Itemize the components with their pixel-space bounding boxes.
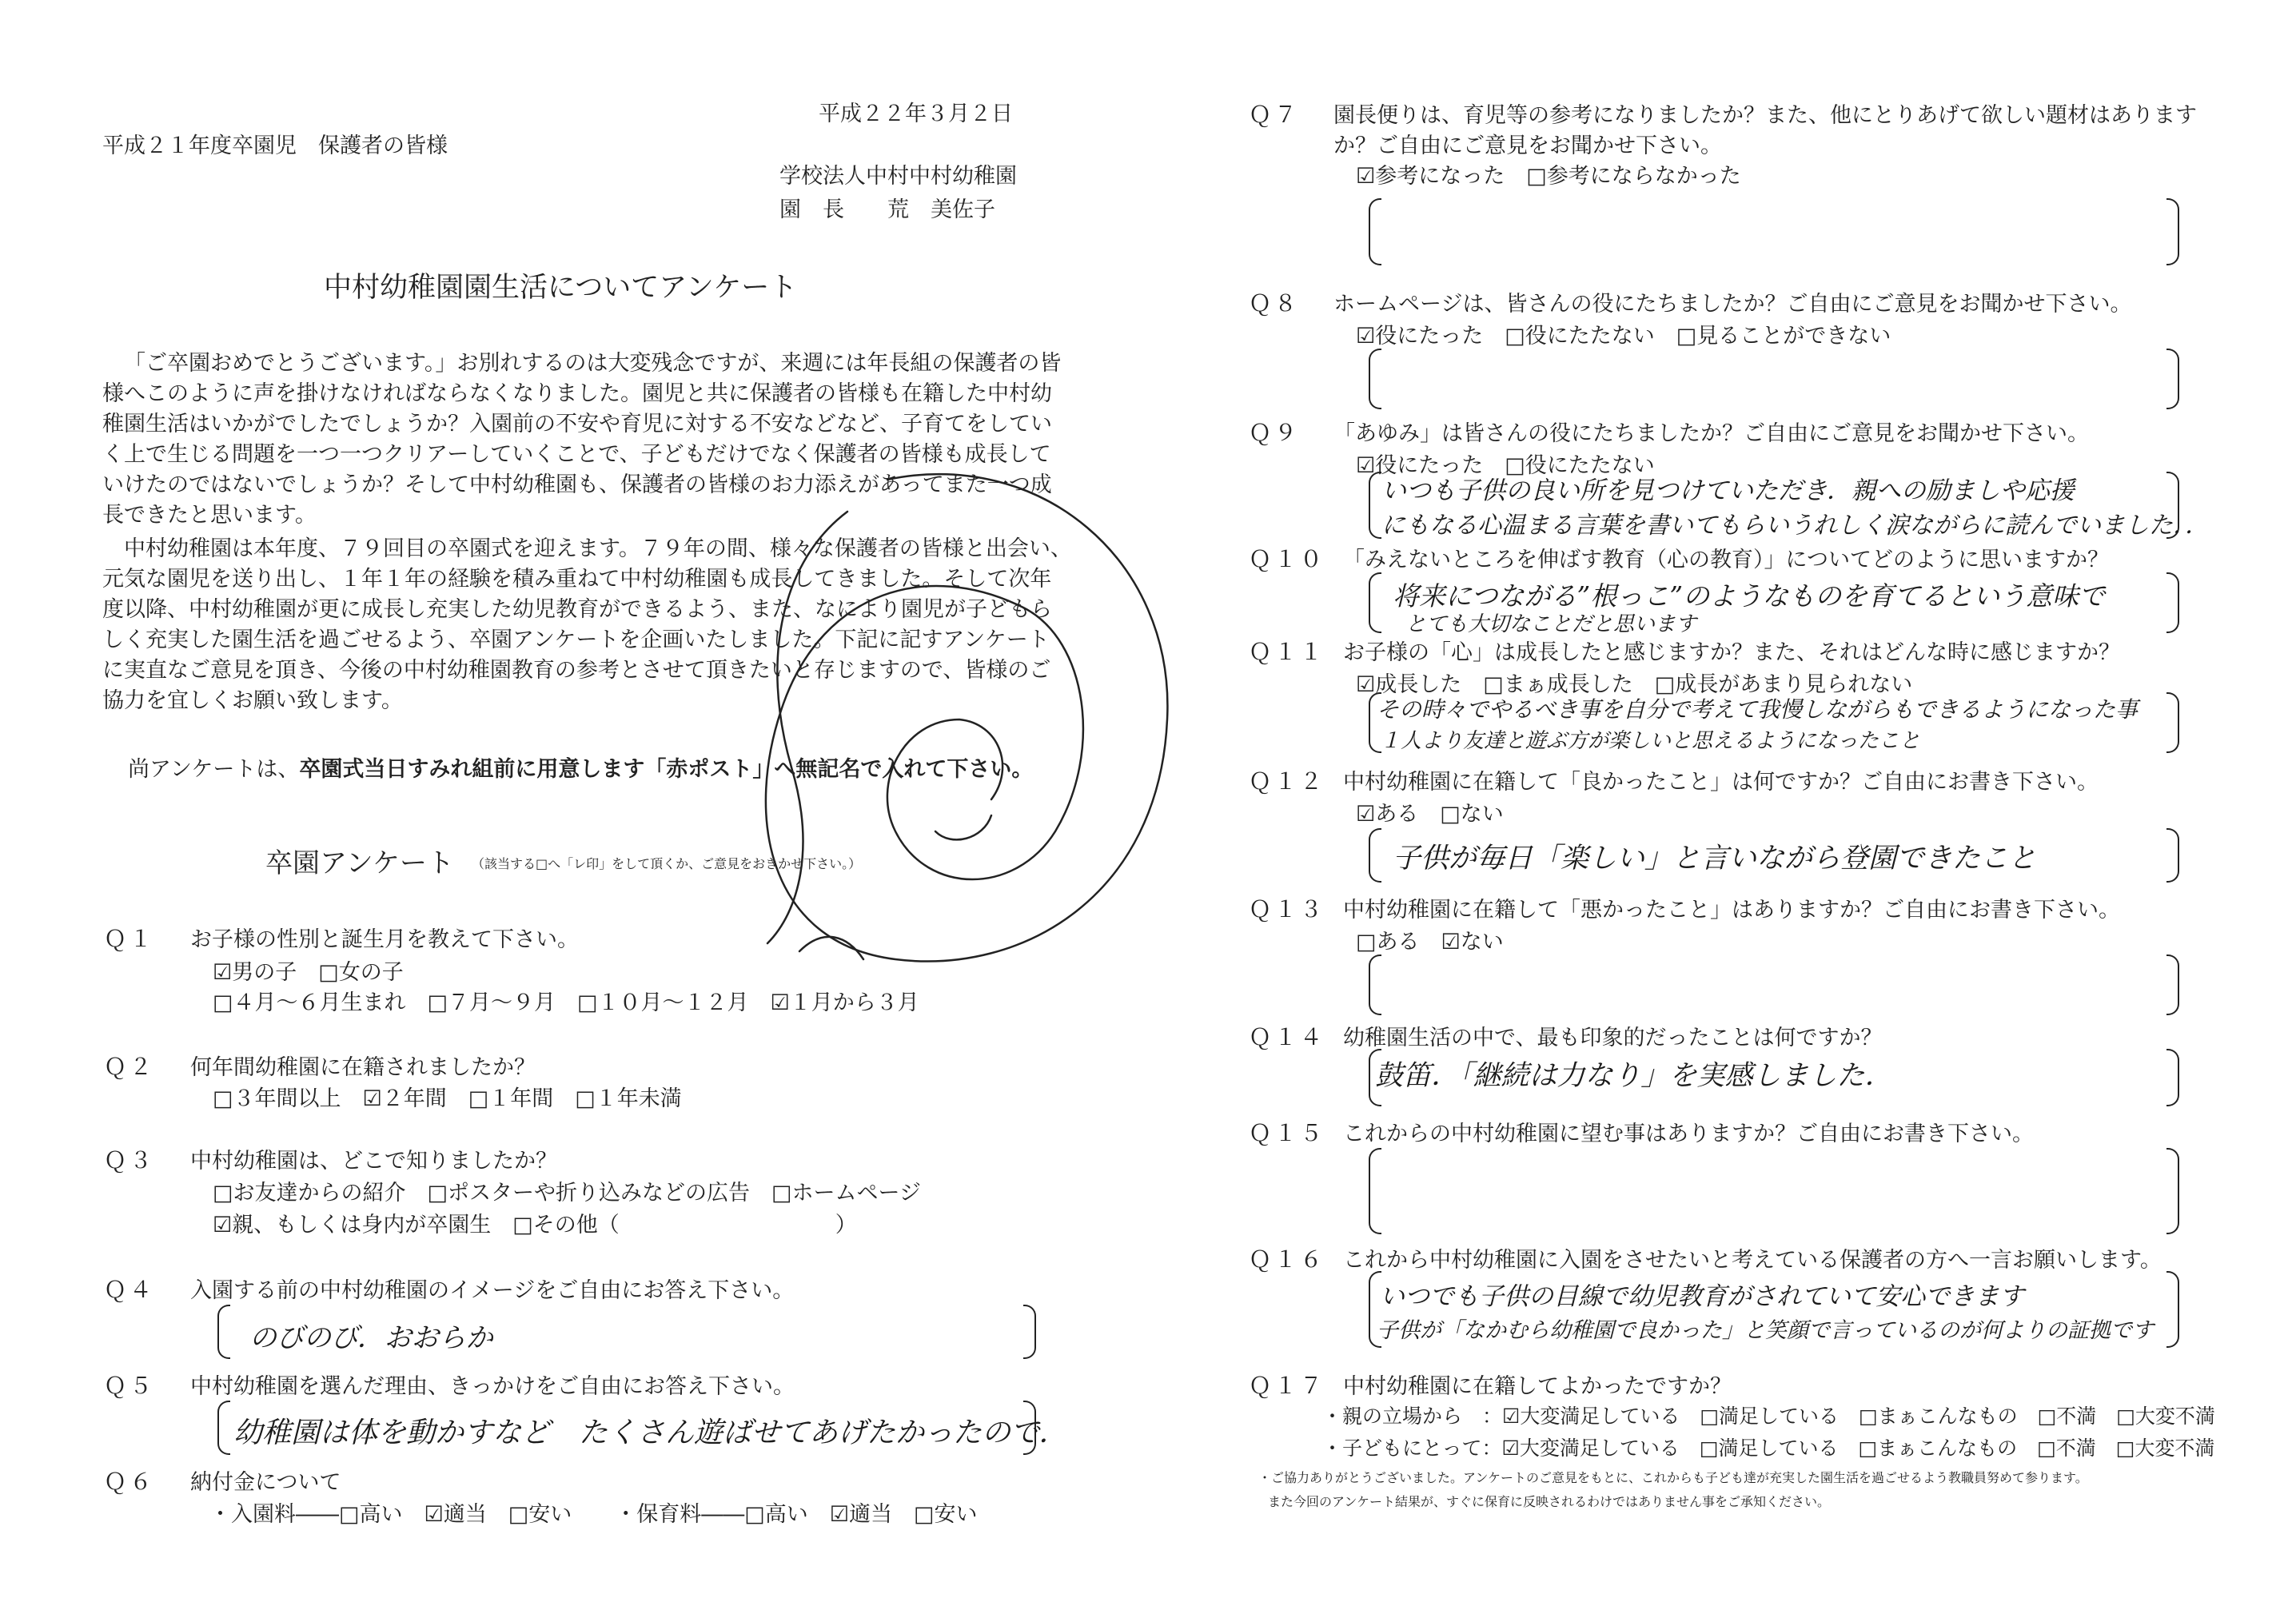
q15-question: これからの中村幼稚園に望む事はありますか？ご自由にお書き下さい。 bbox=[1343, 1122, 2034, 1146]
q10-handwritten-answer-line2[interactable]: とても大切なことだと思います bbox=[1405, 612, 1697, 636]
q8-options[interactable]: ☑役にたった □役にたたない □見ることができない bbox=[1356, 324, 1891, 349]
intro-line: 度以降、中村幼稚園が更に成長し充実した幼児教育ができるよう、また、なにより園児が子どもら bbox=[102, 597, 1052, 622]
intro-line: 中村幼稚園は本年度、７９回目の卒園式を迎えます。７９年の間、様々な保護者の皆様と出会い、 bbox=[102, 536, 1072, 561]
q6-question: 納付金について bbox=[190, 1470, 341, 1495]
closing-note-line2: また今回のアンケート結果が、すぐに保育に反映されるわけではありません事をご承知ください。 bbox=[1268, 1494, 1831, 1509]
q11-handwritten-answer-line1[interactable]: その時々でやるべき事を自分で考えて我慢しながらもできるようになった事 bbox=[1377, 696, 2139, 723]
q17-child-options[interactable]: ・子どもにとって：☑大変満足している □満足している □まぁこんなもの □不満 □大変不満 bbox=[1322, 1437, 2215, 1460]
note-prefix: 尚アンケートは、 bbox=[128, 757, 300, 782]
q1-number: Ｑ１ bbox=[104, 926, 156, 952]
q13-number: Ｑ１３ bbox=[1249, 896, 1326, 923]
q14-number: Ｑ１４ bbox=[1249, 1024, 1326, 1050]
q14-question: 幼稚園生活の中で、最も印象的だったことは何ですか？ bbox=[1343, 1026, 1883, 1050]
q6-number: Ｑ６ bbox=[104, 1469, 156, 1495]
note-emphasis: 卒園式当日すみれ組前に用意します「赤ポスト」へ無記名で入れて下さい。 bbox=[299, 757, 1034, 782]
date: 平成２２年３月２日 bbox=[819, 102, 1013, 126]
q16-handwritten-answer-line1[interactable]: いつでも子供の目線で幼児教育がされていて安心できます bbox=[1380, 1282, 2024, 1311]
q9-handwritten-answer-line1[interactable]: いつも子供の良い所を見つけていただき．親への励ましや応援 bbox=[1381, 476, 2075, 505]
q10-number: Ｑ１０ bbox=[1249, 546, 1326, 572]
q3-options-row1[interactable]: □お友達からの紹介 □ポスターや折り込みなどの広告 □ホームページ bbox=[213, 1181, 921, 1206]
q5-question: 中村幼稚園を選んだ理由、きっかけをご自由にお答え下さい。 bbox=[190, 1374, 795, 1399]
q7-options[interactable]: ☑参考になった □参考にならなかった bbox=[1356, 164, 1741, 189]
intro-line: しく充実した園生活を過ごせるよう、卒園アンケートを企画いたしました。下記に記すアンケート bbox=[102, 628, 1050, 652]
q12-options[interactable]: ☑ある □ない bbox=[1356, 802, 1504, 827]
intro-line: 様へこのように声を掛けなければならなくなりました。園児と共に保護者の皆様も在籍した中村幼 bbox=[102, 381, 1052, 406]
q17-parent-options[interactable]: ・親の立場から ：☑大変満足している □満足している □まぁこんなもの □不満 □大変不満 bbox=[1322, 1405, 2215, 1428]
q13-question: 中村幼稚園に在籍して「悪かったこと」はありますか？ご自由にお書き下さい。 bbox=[1343, 898, 2120, 923]
q11-question: お子様の「心」は成長したと感じますか？また、それはどんな時に感じますか？ bbox=[1343, 640, 2120, 665]
intro-line: 「ご卒園おめでとうございます。」お別れするのは大変残念ですが、来週には年長組の保護者の皆 bbox=[124, 351, 1062, 376]
q17-question: 中村幼稚園に在籍してよかったですか？ bbox=[1343, 1374, 1732, 1399]
q2-options[interactable]: □３年間以上 ☑２年間 □１年間 □１年未満 bbox=[213, 1086, 682, 1111]
intro-line: に実直なご意見を頂き、今後の中村幼稚園教育の参考とさせて頂きたいと存じますので、皆様のご bbox=[102, 658, 1051, 683]
intro-line: く上で生じる問題を一つ一つクリアーしていくことで、子どもだけでなく保護者の皆様も成長して bbox=[102, 442, 1051, 467]
closing-note-line1: ・ご協力ありがとうございました。アンケートのご意見をもとに、これからも子ども達が充実した園生活を過ごせるよう教職員努めて参ります。 bbox=[1258, 1470, 2088, 1485]
intro-line: 協力を宜しくお願い致します。 bbox=[102, 688, 403, 713]
q16-number: Ｑ１６ bbox=[1249, 1246, 1326, 1273]
school-name: 学校法人中村中村幼稚園 bbox=[779, 164, 1017, 189]
q11-number: Ｑ１１ bbox=[1249, 639, 1326, 665]
q10-question: 「みえないところを伸ばす教育（心の教育）」についてどのように思いますか？ bbox=[1343, 548, 2109, 572]
q1-birth-month-options[interactable]: □４月～６月生まれ □７月～９月 □１０月～１２月 ☑１月から３月 bbox=[213, 990, 919, 1015]
q12-handwritten-answer[interactable]: 子供が毎日「楽しい」と言いながら登園できたこと bbox=[1393, 843, 2037, 875]
intro-line: 元気な園児を送り出し、１年１年の経験を積み重ねて中村幼稚園も成長してきました。そして次年 bbox=[102, 567, 1052, 592]
q9-question: 「あゆみ」は皆さんの役にたちましたか？ご自由にご意見をお聞かせ下さい。 bbox=[1333, 421, 2089, 446]
q13-options[interactable]: □ある ☑ない bbox=[1356, 930, 1504, 954]
section-hint: （該当する□へ「レ印」をして頂くか、ご意見をおきかせ下さい。） bbox=[472, 856, 862, 871]
q4-handwritten-answer[interactable]: のびのび．おおらか bbox=[249, 1322, 493, 1354]
q16-handwritten-answer-line2[interactable]: 子供が「なかむら幼稚園で良かった」と笑顔で言っているのが何よりの証拠です bbox=[1377, 1318, 2154, 1343]
section-title: 卒園アンケート bbox=[265, 847, 454, 879]
q5-handwritten-answer[interactable]: 幼稚園は体を動かすなど たくさん遊ばせてあげたかったので． bbox=[233, 1417, 1068, 1449]
intro-line: 稚園生活はいかがでしたでしょうか？入園前の不安や育児に対する不安などなど、子育てをしてい bbox=[102, 412, 1052, 436]
q9-handwritten-answer-line2[interactable]: にもなる心温まる言葉を書いてもらいうれしく涙ながらに読んでいました．． bbox=[1381, 512, 2209, 540]
q7-question-line2: か？ご自由にご意見をお聞かせ下さい。 bbox=[1333, 134, 1722, 158]
intro-line: いけたのではないでしょうか？そして中村幼稚園も、保護者の皆様のお力添えがあってまた一つ成 bbox=[102, 472, 1052, 497]
q15-number: Ｑ１５ bbox=[1249, 1120, 1326, 1146]
q12-question: 中村幼稚園に在籍して「良かったこと」は何ですか？ご自由にお書き下さい。 bbox=[1343, 770, 2099, 795]
intro-line: 長できたと思います。 bbox=[102, 503, 317, 528]
q1-question: お子様の性別と誕生月を教えて下さい。 bbox=[190, 927, 579, 952]
q9-options[interactable]: ☑役にたった □役にたたない bbox=[1356, 453, 1655, 478]
q3-number: Ｑ３ bbox=[104, 1147, 156, 1174]
addressee: 平成２１年度卒園児 保護者の皆様 bbox=[102, 134, 448, 158]
q3-question: 中村幼稚園は、どこで知りましたか？ bbox=[190, 1149, 557, 1174]
q16-question: これから中村幼稚園に入園をさせたいと考えている保護者の方へ一言お願いします。 bbox=[1343, 1248, 2162, 1273]
principal-name: 園 長 荒 美佐子 bbox=[779, 197, 995, 222]
q2-number: Ｑ２ bbox=[104, 1054, 156, 1080]
q8-number: Ｑ８ bbox=[1249, 290, 1301, 317]
page-title: 中村幼稚園園生活についてアンケート bbox=[324, 272, 798, 304]
q5-number: Ｑ５ bbox=[104, 1373, 156, 1399]
q3-options-row2[interactable]: ☑親、もしくは身内が卒園生 □その他（ ） bbox=[213, 1213, 857, 1237]
q17-number: Ｑ１７ bbox=[1249, 1373, 1326, 1399]
q8-question: ホームページは、皆さんの役にたちましたか？ご自由にご意見をお聞かせ下さい。 bbox=[1333, 292, 2132, 317]
q4-question: 入園する前の中村幼稚園のイメージをご自由にお答え下さい。 bbox=[190, 1278, 795, 1303]
q12-number: Ｑ１２ bbox=[1249, 768, 1326, 795]
q14-handwritten-answer[interactable]: 鼓笛．「継続は力なり」を実感しました． bbox=[1375, 1060, 1893, 1092]
q11-options[interactable]: ☑成長した □まぁ成長した □成長があまり見られない bbox=[1356, 672, 1913, 697]
q11-handwritten-answer-line2[interactable]: １人より友達と遊ぶ方が楽しいと思えるようになったこと bbox=[1380, 729, 1921, 753]
q2-question: 何年間幼稚園に在籍されましたか？ bbox=[190, 1055, 536, 1080]
q10-handwritten-answer-line1[interactable]: 将来につながる”根っこ”のようなものを育てるという意味で bbox=[1393, 580, 2106, 612]
q7-number: Ｑ７ bbox=[1249, 102, 1301, 128]
q1-gender-options[interactable]: ☑男の子 □女の子 bbox=[213, 960, 404, 985]
q6-fee-options[interactable]: ・入園料――□高い ☑適当 □安い ・保育料――□高い ☑適当 □安い bbox=[209, 1502, 978, 1527]
q4-number: Ｑ４ bbox=[104, 1277, 156, 1303]
q9-number: Ｑ９ bbox=[1249, 420, 1301, 446]
q7-question-line1: 園長便りは、育児等の参考になりましたか？また、他にとりあげて欲しい題材はあります bbox=[1333, 103, 2197, 128]
